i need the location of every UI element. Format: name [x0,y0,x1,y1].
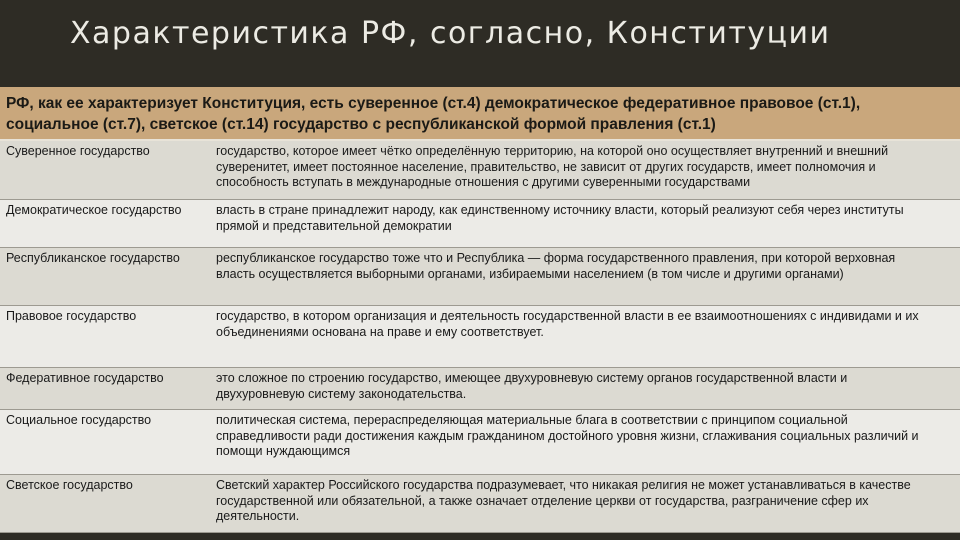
constitution-table [0,87,960,533]
row-term: Социальное государство [6,413,152,427]
slide-title: Характеристика РФ, согласно, Конституции [70,16,831,51]
row-definition: государство, которое имеет чётко определённую территорию, на которой оно осуществляет внутренний и внешний суверенитет, имеет постоянное население, правительство, не зависит от других государств, имеет полномочия и способность вступать в международные отношения с другими суверенными государствами [216,144,889,189]
table-body [0,141,960,533]
table-row [0,141,960,200]
row-term: Правовое государство [6,309,137,323]
row-definition: республиканское государство тоже что и Республика — форма государственного правления, при которой верховная власть осуществляется выборными органами, избираемыми населением (в том числе и другими органами) [216,251,896,281]
table-row [0,368,960,410]
table-row [0,248,960,306]
row-term: Суверенное государство [6,144,150,158]
table-row [0,306,960,368]
table-row [0,200,960,248]
table-row [0,475,960,533]
row-definition: власть в стране принадлежит народу, как единственному источнику власти, который реализуют себя через институты прямой и представительной демократии [216,203,904,233]
row-term: Демократическое государство [6,203,182,217]
row-term: Светское государство [6,478,133,492]
row-term: Федеративное государство [6,371,164,385]
row-definition: это сложное по строению государство, имеющее двухуровневую систему органов государственной власти и двухуровневую систему законодательства. [216,371,848,401]
row-definition: Светский характер Российского государства подразумевает, что никакая религия не может устанавливаться в качестве государственной или обязательной, а также означает отделение церкви от государства, разграничение сфер их деятельности. [216,478,911,523]
intro-header: РФ, как ее характеризует Конституция, есть суверенное (ст.4) демократическое федеративное правовое (ст.1), социальное (ст.7), светское (ст.14) государство с республиканской формой правления (ст.1) [0,87,960,141]
table-row [0,410,960,475]
row-definition: государство, в котором организация и деятельность государственной власти в ее взаимоотношениях с индивидами и их объединениями основана на праве и ему соответствует. [216,309,919,339]
row-term: Республиканское государство [6,251,180,265]
row-definition: политическая система, перераспределяющая материальные блага в соответствии с принципом социальной справедливости ради достижения каждым гражданином достойного уровня жизни, сглаживания социальных различий и помощи нуждающимся [216,413,919,458]
